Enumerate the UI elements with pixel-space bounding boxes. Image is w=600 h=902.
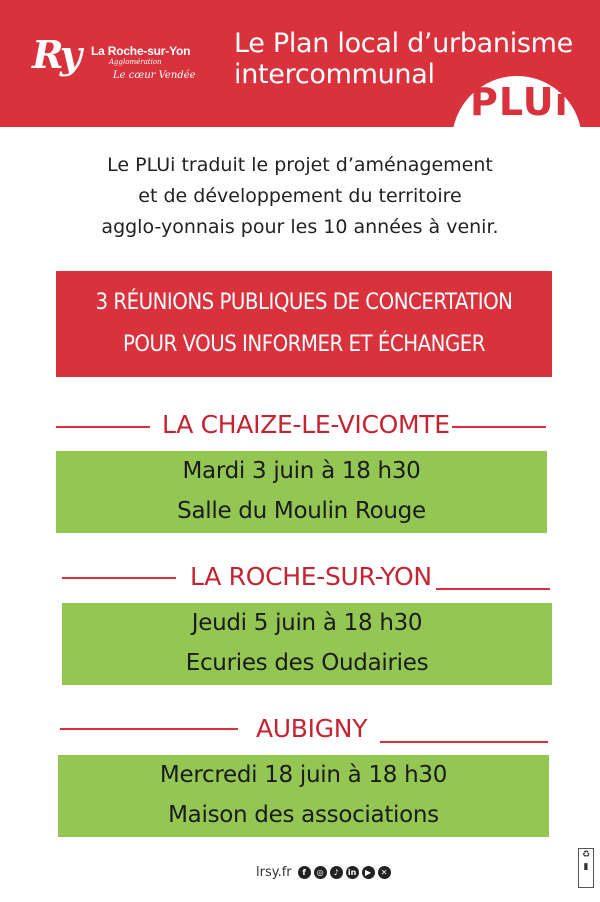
meeting-box-aubigny <box>58 755 549 837</box>
website-link[interactable]: lrsy.fr <box>256 864 292 880</box>
city-heading-aubigny <box>0 714 600 748</box>
agglo-logo-tagline: Le cœur Vendée <box>113 70 196 81</box>
meeting-box-roche <box>62 603 552 685</box>
intro-line-3: agglo-yonnais pour les 10 années à venir. <box>101 216 499 238</box>
meeting-place: Ecuries des Oudairies <box>185 650 429 676</box>
city-name: LA ROCHE-SUR-YON <box>190 562 432 591</box>
meeting-place: Maison des associations <box>168 802 439 828</box>
city-heading-roche <box>0 562 600 596</box>
agglo-logo-sub: Agglomération <box>109 58 162 66</box>
divider-line <box>62 577 176 579</box>
divider-line <box>60 728 238 730</box>
banner-line-2: POUR VOUS INFORMER ET ÉCHANGER <box>122 332 486 357</box>
youtube-icon[interactable]: ▶ <box>362 866 375 879</box>
city-name: LA CHAIZE-LE-VICOMTE <box>162 410 450 439</box>
header-band <box>0 0 600 127</box>
recycle-icon: ♻ ▮ <box>578 848 594 888</box>
divider-line <box>452 426 546 428</box>
agglo-logo-mark: Ry <box>32 32 79 77</box>
banner-line-1: 3 RÉUNIONS PUBLIQUES DE CONCERTATION <box>95 290 513 315</box>
plui-badge: PLUi <box>470 80 569 124</box>
intro-line-1: Le PLUi traduit le projet d’aménagement <box>107 154 493 176</box>
meeting-date: Jeudi 5 juin à 18 h30 <box>191 610 423 636</box>
city-heading-chaize <box>0 410 600 444</box>
tiktok-icon[interactable]: ♪ <box>330 866 343 879</box>
meetings-banner <box>56 271 552 377</box>
instagram-icon[interactable]: ◎ <box>314 866 327 879</box>
linkedin-icon[interactable]: in <box>346 866 359 879</box>
x-icon[interactable]: ✕ <box>378 866 391 879</box>
meeting-date: Mardi 3 juin à 18 h30 <box>182 458 421 484</box>
facebook-icon[interactable]: f <box>298 866 311 879</box>
divider-line <box>56 426 150 428</box>
agglo-logo-name: La Roche-sur-Yon <box>91 44 191 58</box>
meeting-box-chaize <box>56 451 547 533</box>
intro-text <box>0 150 600 243</box>
intro-line-2: et de développement du territoire <box>138 185 462 207</box>
city-name: AUBIGNY <box>256 714 368 743</box>
divider-line <box>380 741 548 743</box>
meeting-date: Mercredi 18 juin à 18 h30 <box>159 762 448 788</box>
title-line-2: intercommunal <box>234 59 435 90</box>
footer <box>256 862 391 882</box>
divider-line <box>436 588 550 590</box>
meeting-place: Salle du Moulin Rouge <box>177 498 426 524</box>
title-line-1: Le Plan local d’urbanisme <box>234 28 573 59</box>
